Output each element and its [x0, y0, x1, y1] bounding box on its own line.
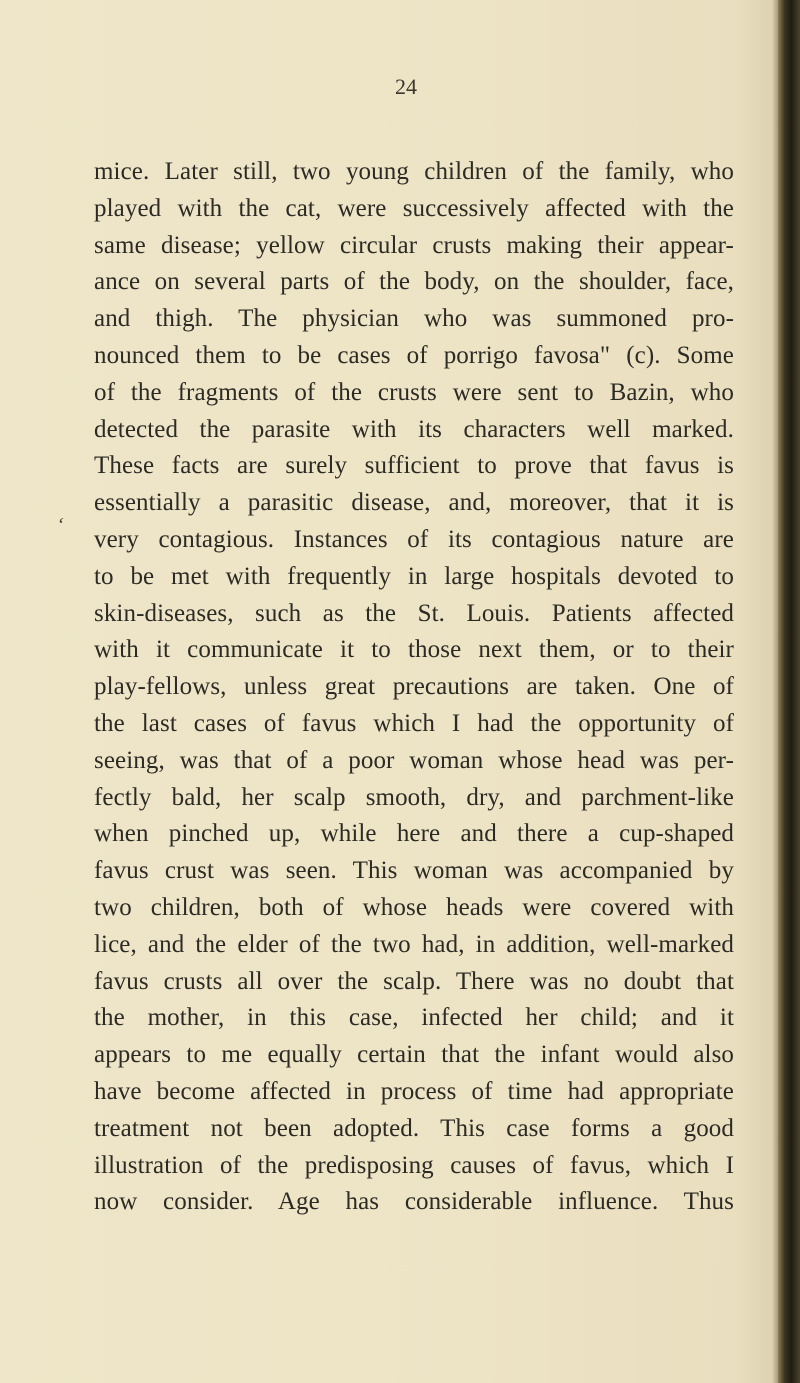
text-line: and thigh. The physician who was summoned pro- — [94, 305, 734, 333]
text-line: ance on several parts of the body, on the shoulder, face, — [94, 268, 734, 296]
body-text — [94, 154, 734, 1221]
text-line: These facts are surely sufficient to prove that favus is — [94, 452, 734, 480]
text-line: essentially a parasitic disease, and, moreover, that it is — [94, 489, 734, 517]
text-line: skin-diseases, such as the St. Louis. Patients affected — [94, 599, 734, 627]
text-line: favus crusts all over the scalp. There was no doubt that — [94, 967, 734, 995]
text-line: two children, both of whose heads were covered with — [94, 893, 734, 921]
text-line: appears to me equally certain that the infant would also — [94, 1041, 734, 1069]
text-line: very contagious. Instances of its contagious nature are — [94, 525, 734, 553]
text-line: when pinched up, while here and there a cup-shaped — [94, 820, 734, 848]
text-line: fectly bald, her scalp smooth, dry, and parchment-like — [94, 783, 734, 811]
text-line: seeing, was that of a poor woman whose head was per- — [94, 746, 734, 774]
text-line: illustration of the predisposing causes of favus, which I — [94, 1151, 734, 1179]
text-line: the mother, in this case, infected her child; and it — [94, 1004, 734, 1032]
text-line: with it communicate it to those next them, or to their — [94, 636, 734, 664]
margin-mark: ʻ — [55, 513, 66, 537]
text-line: lice, and the elder of the two had, in addition, well-marked — [94, 930, 734, 958]
text-line: of the fragments of the crusts were sent to Bazin, who — [94, 378, 734, 406]
text-line: now consider. Age has considerable influence. Thus — [94, 1188, 734, 1216]
text-line: play-fellows, unless great precautions are taken. One of — [94, 673, 734, 701]
page-binding-edge — [778, 0, 800, 1383]
text-line: the last cases of favus which I had the opportunity of — [94, 709, 734, 737]
text-line: detected the parasite with its characters well marked. — [94, 415, 734, 443]
text-line: favus crust was seen. This woman was accompanied by — [94, 857, 734, 885]
text-line: same disease; yellow circular crusts making their appear- — [94, 231, 734, 259]
text-line: to be met with frequently in large hospitals devoted to — [94, 562, 734, 590]
text-line: nounced them to be cases of porrigo favosa" (c). Some — [94, 341, 734, 369]
text-line: mice. Later still, two young children of the family, who — [94, 158, 734, 185]
text-line: played with the cat, were successively affected with the — [94, 194, 734, 222]
text-line: treatment not been adopted. This case forms a good — [94, 1114, 734, 1142]
page-number: 24 — [395, 74, 417, 99]
text-line: have become affected in process of time had appropriate — [94, 1077, 734, 1105]
